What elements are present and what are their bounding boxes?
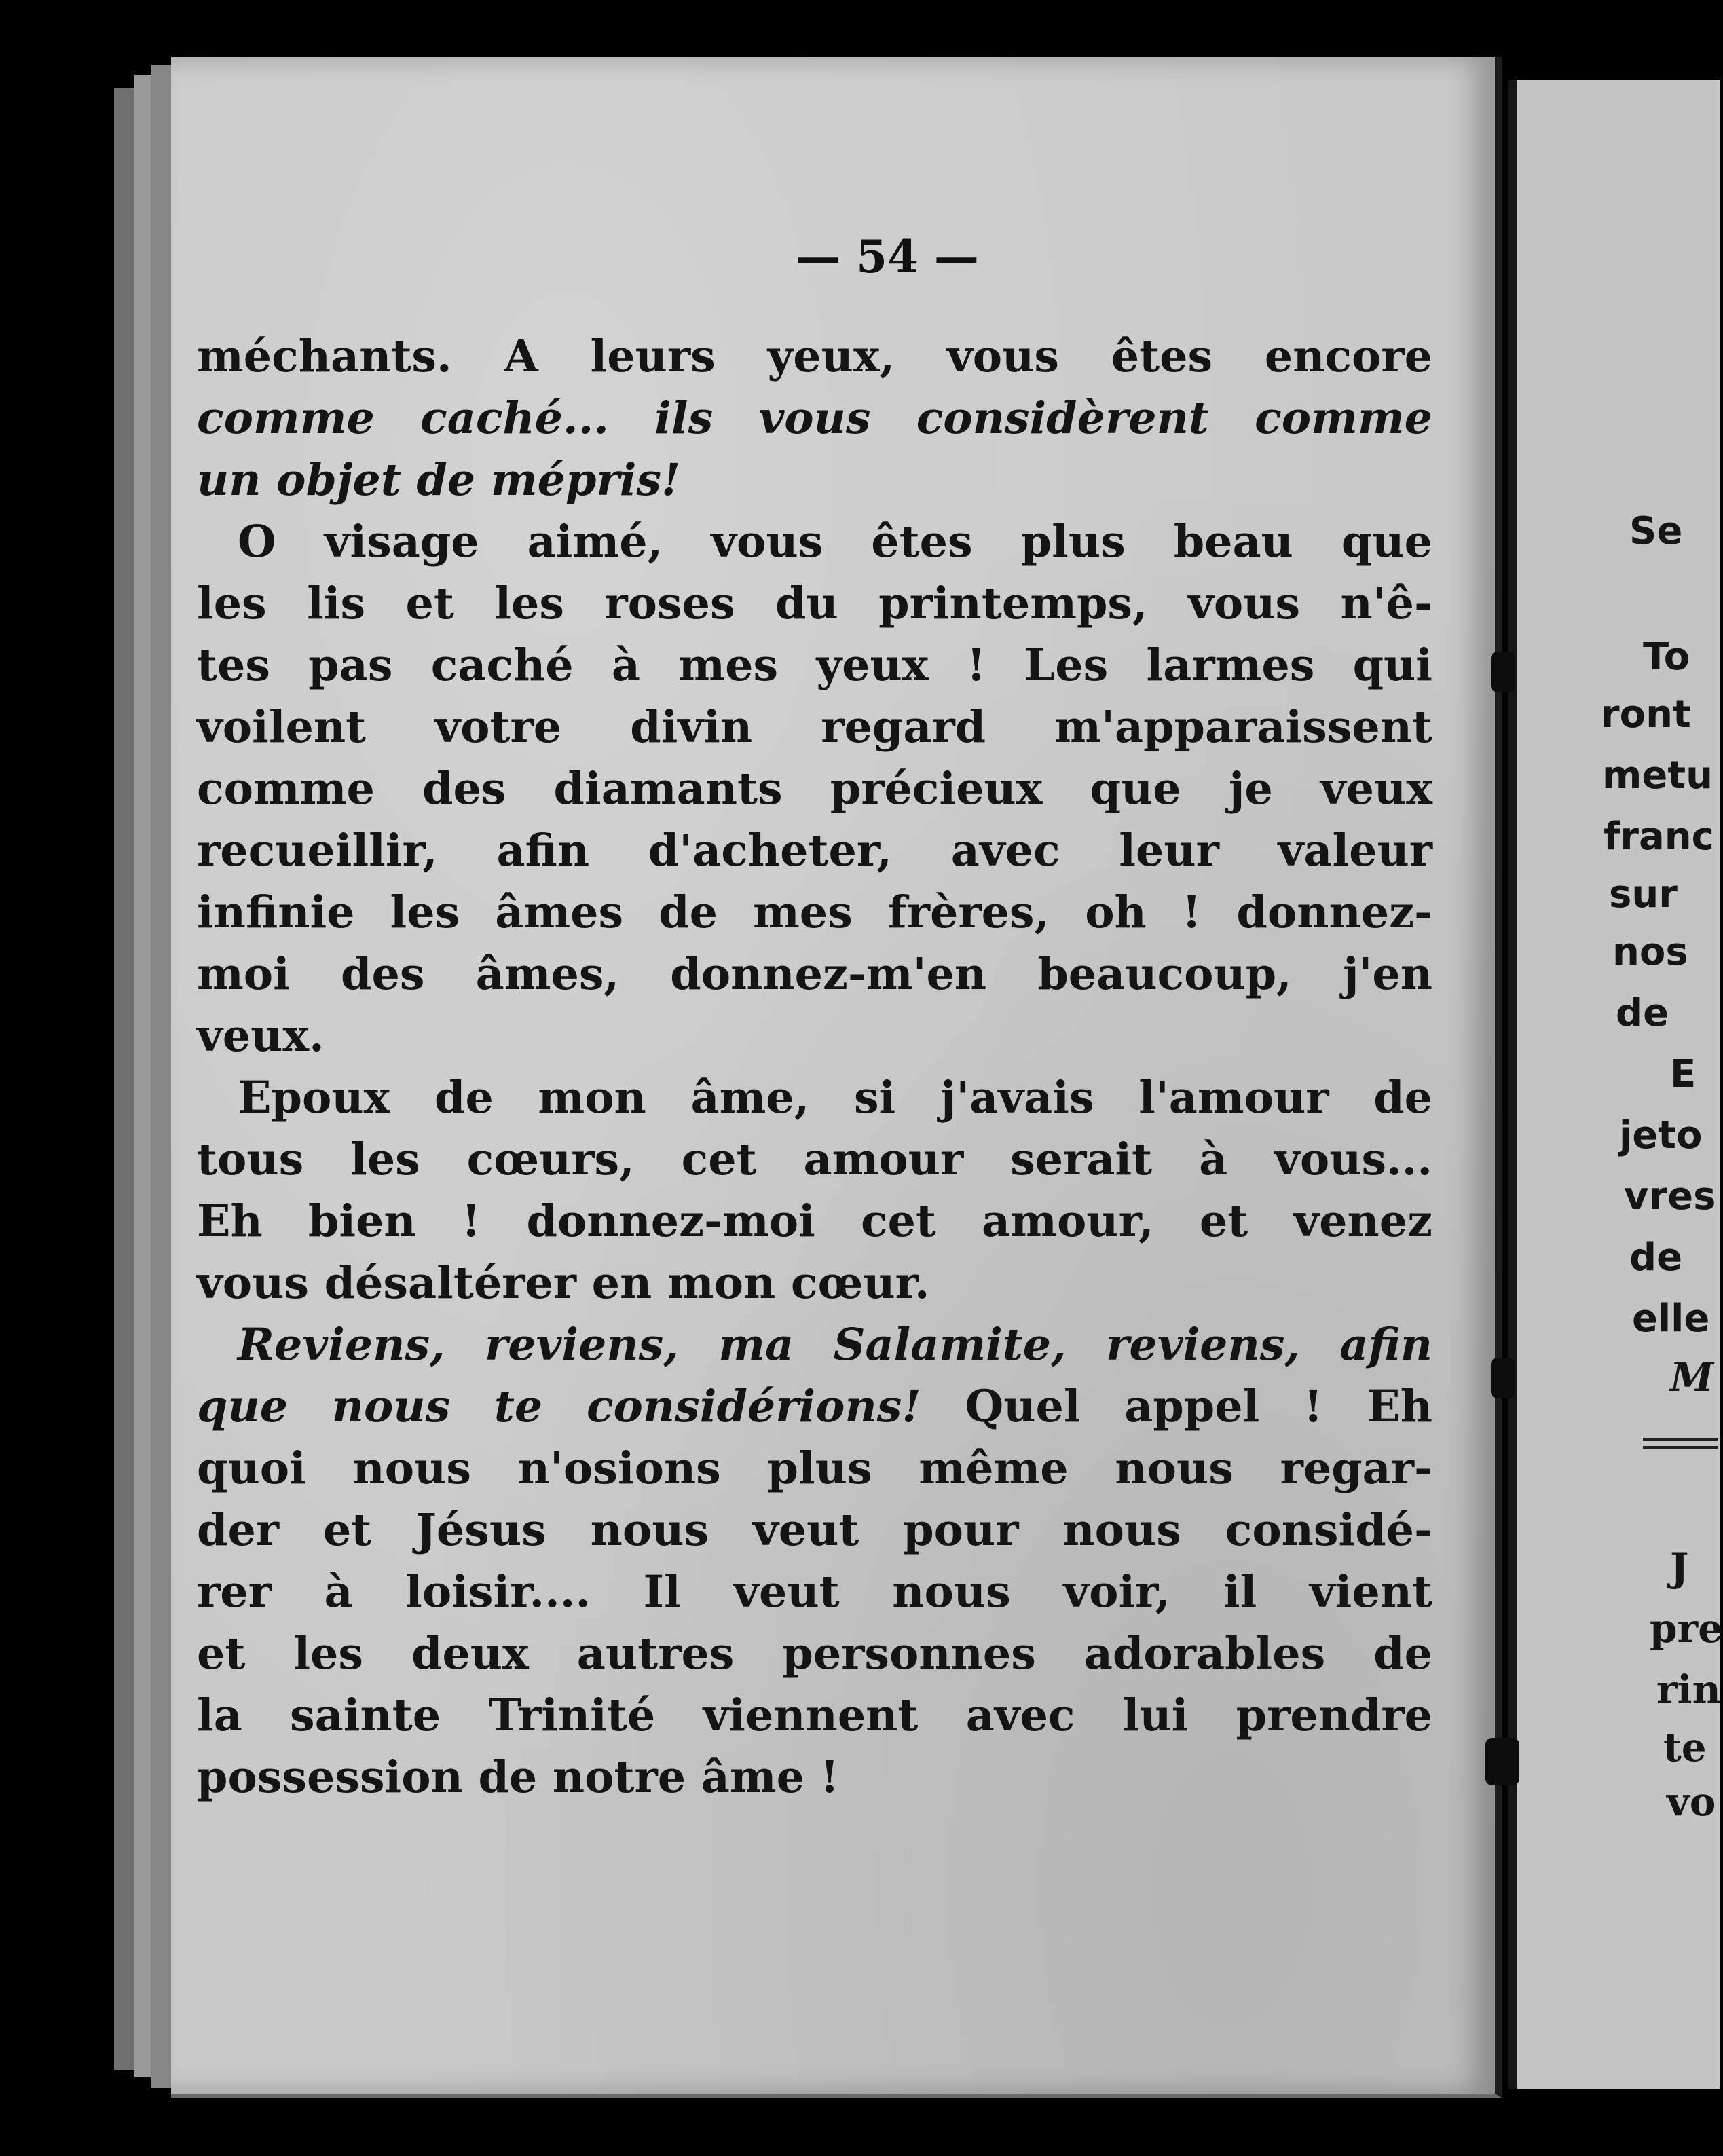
right-page-fragment: vo (1667, 1779, 1716, 1825)
text-line: comme des diamants précieux que je veux (197, 763, 1432, 815)
right-page-fragment: jeto (1619, 1113, 1703, 1157)
right-page-fragment: sur (1609, 872, 1678, 916)
right-page-fragment: elle (1632, 1297, 1710, 1341)
right-page-fragment: To (1643, 635, 1690, 679)
horizontal-rule (1643, 1438, 1718, 1441)
text-line (197, 1376, 1432, 1438)
right-page-fragment: franc (1604, 815, 1714, 859)
text-run: Quel appel ! Eh (921, 1381, 1432, 1432)
text-line: tes pas caché à mes yeux ! Les larmes qui (197, 639, 1432, 691)
right-page-fragment: rin (1656, 1667, 1721, 1713)
right-page-fragment: M (1670, 1354, 1714, 1400)
right-page-fragment: J (1670, 1544, 1689, 1591)
text-line: vous désaltérer en mon cœur. (197, 1257, 930, 1309)
text-line: rer à loisir.... Il veut nous voir, il vient (197, 1566, 1432, 1618)
text-line: infinie les âmes de mes frères, oh ! donnez- (197, 887, 1432, 938)
binding-clip (1491, 1358, 1515, 1398)
right-page-fragment: de (1616, 991, 1669, 1035)
text-line: Epoux de mon âme, si j'avais l'amour de (238, 1072, 1432, 1123)
text-line: der et Jésus nous veut pour nous considé- (197, 1504, 1432, 1556)
text-line: les lis et les roses du printemps, vous n'ê- (197, 578, 1432, 629)
text-line: quoi nous n'osions plus même nous regar- (197, 1443, 1432, 1494)
right-page-fragment: te (1663, 1724, 1707, 1770)
text-line: recueillir, afin d'acheter, avec leur valeur (197, 825, 1432, 876)
right-page-fragment: de (1629, 1235, 1683, 1280)
right-page-fragment: Se (1629, 509, 1683, 553)
text-line: comme caché... ils vous considèrent comme (197, 392, 1432, 444)
text-line: Reviens, reviens, ma Salamite, reviens, afin (238, 1319, 1432, 1371)
page-body-text (197, 326, 1432, 1808)
text-line: possession de notre âme ! (197, 1751, 840, 1803)
text-line: la sainte Trinité viennent avec lui prendre (197, 1690, 1432, 1741)
page-number: — 54 — (796, 230, 979, 283)
right-page-fragment: vres (1624, 1174, 1716, 1219)
text-line: et les deux autres personnes adorables de (197, 1628, 1432, 1679)
binding-clip (1485, 1738, 1519, 1785)
right-page-fragment: metu (1602, 754, 1713, 798)
text-line: O visage aimé, vous êtes plus beau que (238, 516, 1432, 568)
right-page-fragment: E (1670, 1052, 1697, 1096)
text-line: tous les cœurs, cet amour serait à vous... (197, 1134, 1432, 1185)
text-line: méchants. A leurs yeux, vous êtes encore (197, 331, 1432, 382)
right-page-fragment: nos (1612, 930, 1688, 974)
right-page-fragment: ront (1601, 692, 1691, 737)
text-line: Eh bien ! donnez-moi cet amour, et venez (197, 1195, 1432, 1247)
horizontal-rule (1643, 1446, 1718, 1449)
text-line: moi des âmes, donnez-m'en beaucoup, j'en (197, 948, 1432, 1000)
right-page-fragment: pre (1650, 1605, 1723, 1652)
text-line: voilent votre divin regard m'apparaissent (197, 701, 1432, 753)
text-line: un objet de mépris! (197, 454, 681, 506)
binding-clip (1491, 652, 1515, 692)
italic-phrase: que nous te considérions! (197, 1381, 921, 1432)
text-line: veux. (197, 1010, 325, 1062)
